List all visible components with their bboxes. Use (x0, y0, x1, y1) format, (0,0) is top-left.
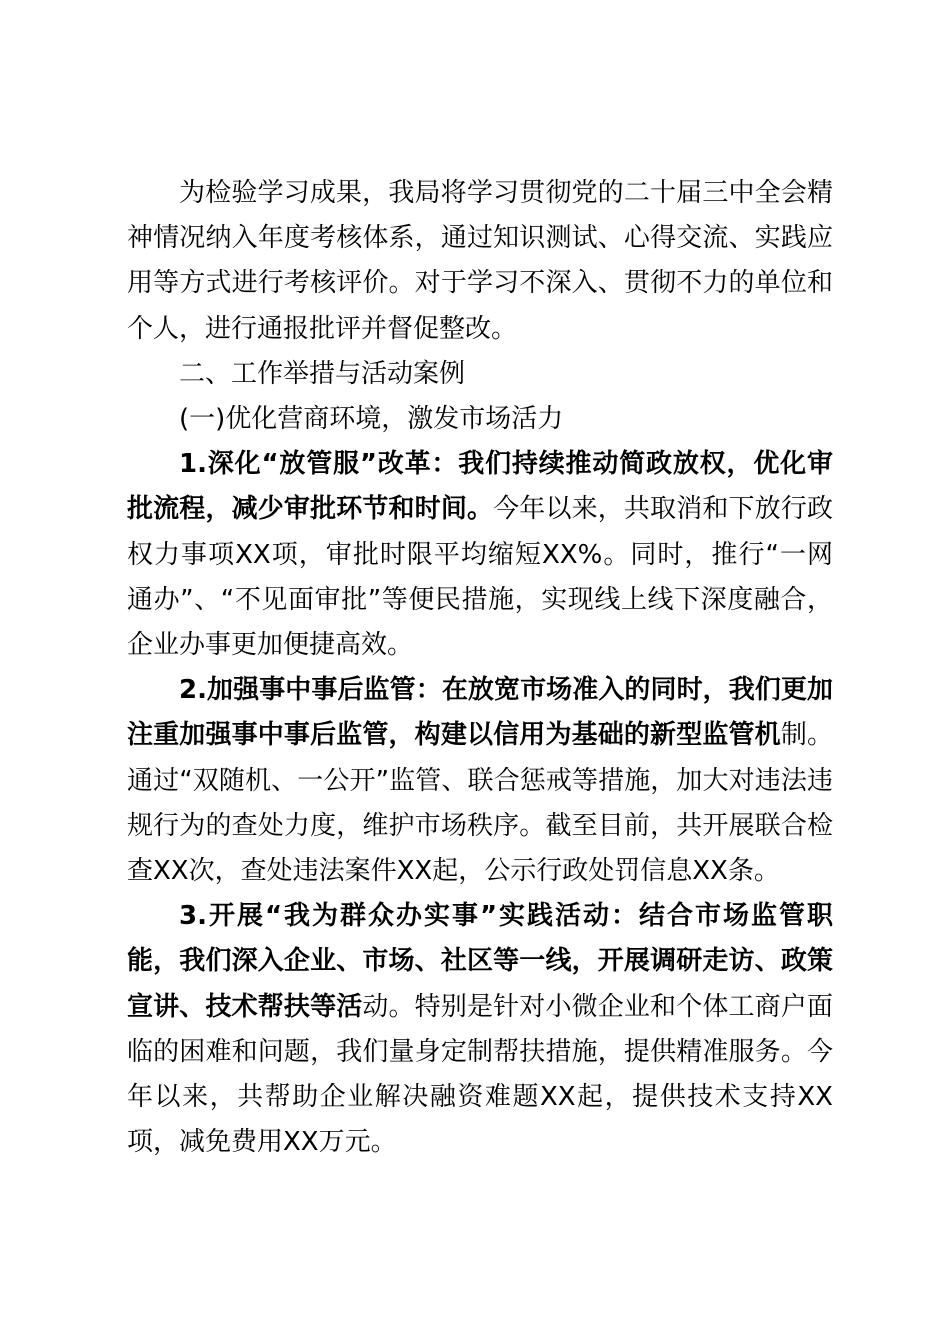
paragraph-practice (127, 894, 833, 1165)
paragraph-lead: 1.深化“放管服”改革：我们持续推动简政放权，优化审批流程，减少审批环节和时间。 (127, 449, 833, 525)
paragraph-text: 制。通过“双随机、一公开”监管、联合惩戒等措施，加大对违法违规行为的查处力度，维护市场秩序。截至目前，共开展联合检查XX次，查处违法案件XX起，公示行政处罚信息XX条。 (127, 720, 833, 887)
paragraph-text: 为检验学习成果，我局将学习贯彻党的二十届三中全会精神情况纳入年度考核体系，通过知识测试、心得交流、实践应用等方式进行考核评价。对于学习不深入、贯彻不力的单位和个人，进行通报批评并督促整改。 (127, 178, 833, 344)
paragraph-reform (127, 442, 833, 668)
document-body (127, 171, 833, 1165)
subsection-heading (127, 397, 833, 442)
section-heading (127, 352, 833, 397)
section-heading-text: 二、工作举措与活动案例 (179, 358, 466, 389)
paragraph-supervision (127, 668, 833, 894)
subsection-heading-text: (一)优化营商环境，激发市场活力 (179, 404, 564, 435)
paragraph-text: 今年以来，共取消和下放行政权力事项XX项，审批时限平均缩短XX%。同时，推行“一网通办”、“不见面审批”等便民措施，实现线上线下深度融合，企业办事更加便捷高效。 (127, 494, 833, 661)
paragraph-lead: 2.加强事中事后监管：在放宽市场准入的同时，我们更加注重加强事中事后监管，构建以信用为基础的新型监管机 (127, 675, 833, 751)
paragraph-lead: 3.开展“我为群众办实事”实践活动：结合市场监管职能，我们深入企业、市场、社区等一线，开展调研走访、政策宣讲、技术帮扶等活 (127, 901, 833, 1022)
paragraph-text: 动。特别是针对小微企业和个体工商户面临的困难和问题，我们量身定制帮扶措施，提供精准服务。今年以来，共帮助企业解决融资难题XX起，提供技术支持XX项，减免费用XX万元。 (127, 991, 833, 1158)
paragraph-assessment (127, 171, 833, 352)
